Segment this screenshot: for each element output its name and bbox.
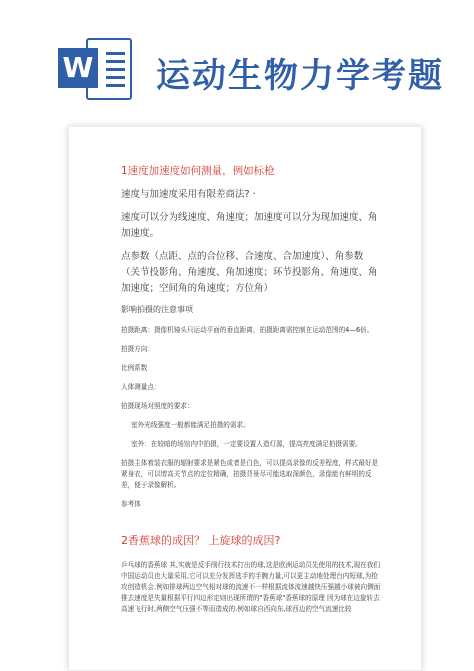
paragraph-1: 速度与加速度采用有限差商法? · xyxy=(121,189,256,200)
heading-1: 1速度加速度如何测量，例如标枪 xyxy=(121,165,275,177)
paragraph-2: 速度可以分为线速度、角速度；加速度可以分为现加速度、角加速度。 xyxy=(121,212,378,239)
line-outdoor: 室外光线强度一般都能满足拍摄的需求。 xyxy=(131,421,250,429)
word-letter: W xyxy=(58,48,98,88)
line-distance: 拍摄距离：摄像机镜头只运动平面的垂直距离，拍摄距离需控制在运动范围的4—6倍。 xyxy=(121,326,374,334)
document-page xyxy=(68,126,422,671)
paragraph-3: 点参数（点距、点的合位移、合速度、合加速度）、角参数（关节投影角、角速度、角加速度；环节投影角、角速度、角加速度；空间角的角速度；方位角） xyxy=(121,251,378,294)
header xyxy=(0,0,474,118)
line-reference: 参考体 xyxy=(121,500,141,508)
word-icon xyxy=(58,36,130,98)
line-lighting: 拍摄现场对照度的要求： xyxy=(121,402,194,410)
document-content xyxy=(121,163,381,623)
paragraph-banana-ball: 乒乓球的香蕉球 其,实就是反手削行技术打出的球,这是欧洲运动员先使用的技术,现在我们中国运动员也大量采用,它可以充分发挥选手的手腕力量,可以更主动地处理台内短球,为抢攻创造机会.例如排球两边空气相对球的流速不一样根据流体流速越快压强越小球被向侧面推去速度是失量根据平行四边形定则出现所谓的"香蕉球"香蕉球的原理 因为球在边旋转去高速飞行时,两侧空气压强不等而造成的.例如球自西向东,球西边的空气流速比较 xyxy=(121,561,381,613)
line-indoor: 室外：在较暗的场馆内中拍摄，一定要设置人造灯源，提高亮度满足拍摄需要。 xyxy=(131,440,362,448)
line-body-points: 人体测量点： xyxy=(121,383,161,391)
line-scale: 比例系数 xyxy=(121,364,148,372)
line-clothing: 拍摄主体着装衣服的辐射要求是紧色或者是白色，可以提高录像的反差程度，样式最好是紧身衣，可以增高关节点的定位精确，拍摄背景尽可能选取深颜色，录像能有鲜明的反差，便于录像解析。 xyxy=(121,459,379,489)
heading-2: 2香蕉球的成因？ 上旋球的成因? xyxy=(121,534,281,547)
line-direction: 拍摄方向： xyxy=(121,345,154,353)
page-title: 运动生物力学考题 xyxy=(156,56,444,96)
subheading: 影响拍摄的注意事项 xyxy=(121,305,193,314)
